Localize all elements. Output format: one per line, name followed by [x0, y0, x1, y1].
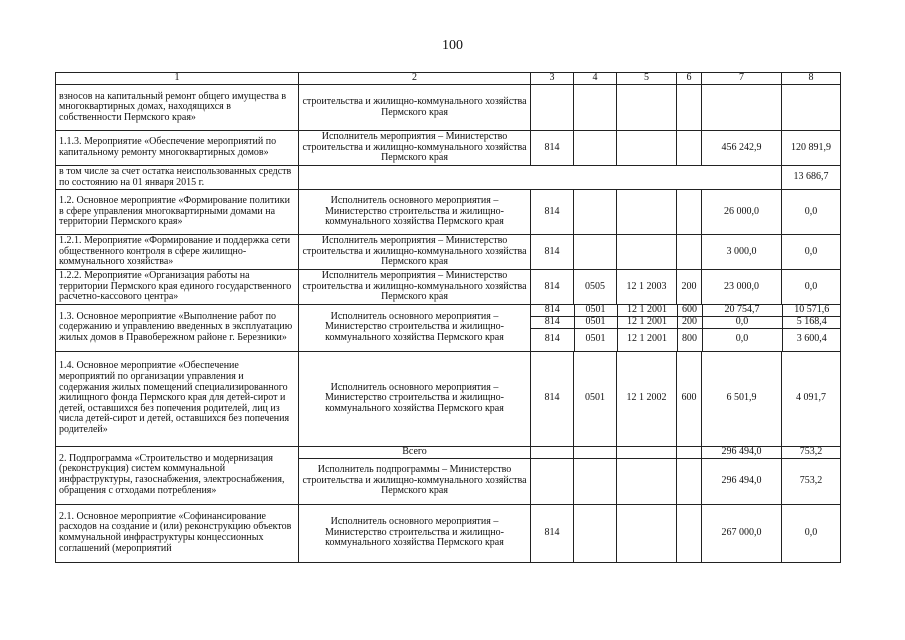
sub-row	[531, 317, 841, 329]
cell-section	[574, 504, 617, 562]
cell-admin-code: 814	[531, 504, 574, 562]
cell-target-article: 12 1 2001	[617, 329, 677, 351]
cell-amount-2016: 3 600,4	[796, 333, 827, 345]
table-header-row	[56, 73, 841, 85]
cell-amount-2016: 753,2	[782, 458, 841, 504]
cell-section: 0501	[574, 305, 617, 317]
row-description: 1.1.3. Мероприятие «Обеспечение мероприятий по капитальному ремонту многоквартирных домов»	[56, 131, 299, 166]
cell-amount-2015: 0,0	[702, 329, 782, 351]
sub-row-group	[531, 305, 841, 352]
cell-amount-2015: 0,0	[702, 317, 782, 329]
cell-expense-type	[677, 504, 702, 562]
sub-row	[531, 329, 841, 351]
cell-amount-2016: 10 571,6	[782, 305, 841, 317]
cell-expense-type: 800	[677, 329, 702, 351]
column-header: 4	[574, 73, 617, 85]
table-row	[56, 446, 841, 458]
table-row	[56, 166, 841, 190]
cell-section: 0501	[574, 329, 617, 351]
cell-admin-code: 814	[531, 235, 574, 270]
table-row	[56, 305, 841, 352]
cell-total-2015: 296 494,0	[702, 446, 782, 458]
column-header: 8	[782, 73, 841, 85]
cell-admin-code: 814	[531, 131, 574, 166]
row-description: 1.4. Основное мероприятие «Обеспечение мероприятий по организации управления и содержания жилых помещений специализированного жилищного фонда Пермского края для детей-сирот и детей, оставшихся без попечения родителей, лиц из числа детей-сирот и детей, оставшихся без попечения родителей»	[56, 351, 299, 446]
row-executor: Исполнитель основного мероприятия – Министерство строительства и жилищно-коммунального хозяйства Пермского края	[299, 305, 531, 352]
row-executor: Исполнитель мероприятия – Министерство строительства и жилищно-коммунального хозяйства Пермского края	[299, 270, 531, 305]
table-row	[56, 351, 841, 446]
cell-amount-2015: 267 000,0	[702, 504, 782, 562]
cell-expense-type: 600	[677, 305, 702, 317]
cell-admin-code: 814	[531, 317, 574, 329]
row-executor: Исполнитель мероприятия – Министерство строительства и жилищно-коммунального хозяйства Пермского края	[299, 235, 531, 270]
cell-expense-type	[677, 235, 702, 270]
cell-target-article	[617, 235, 677, 270]
cell-amount-2015: 23 000,0	[702, 270, 782, 305]
table-row	[56, 504, 841, 562]
column-header: 1	[56, 73, 299, 85]
cell-amount-2015	[702, 85, 782, 131]
table-row	[56, 270, 841, 305]
cell-target-article	[617, 131, 677, 166]
cell-target-article	[617, 504, 677, 562]
row-executor	[299, 166, 782, 190]
cell-target-article: 12 1 2002	[617, 351, 677, 446]
row-executor: Исполнитель основного мероприятия – Министерство строительства и жилищно-коммунального хозяйства Пермского края	[299, 190, 531, 235]
cell-amount-2016: 0,0	[782, 235, 841, 270]
cell-amount-2015: 296 494,0	[702, 458, 782, 504]
row-description: 2. Подпрограмма «Строительство и модернизация (реконструкция) систем коммунальной инфраструктуры, газоснабжения, электроснабжения, обращения с отходами потребления»	[56, 446, 299, 504]
cell-target-article: 12 1 2003	[617, 270, 677, 305]
cell-section: 0501	[574, 317, 617, 329]
cell-amount-2016: 4 091,7	[782, 351, 841, 446]
cell-admin-code: 814	[531, 270, 574, 305]
row-executor: Исполнитель основного мероприятия – Министерство строительства и жилищно-коммунального хозяйства Пермского края	[299, 504, 531, 562]
cell-admin-code	[531, 85, 574, 131]
cell-amount-2016: 13 686,7	[782, 166, 841, 190]
row-description: взносов на капитальный ремонт общего имущества в многоквартирных домах, находящихся в собственности Пермского края»	[56, 85, 299, 131]
column-header: 5	[617, 73, 677, 85]
cell-section	[574, 131, 617, 166]
row-description: в том числе за счет остатка неиспользованных средств по состоянию на 01 января 2015 г.	[56, 166, 299, 190]
cell-target-article	[617, 190, 677, 235]
budget-table	[55, 72, 841, 563]
cell-amount-2016: 0,0	[782, 190, 841, 235]
table-row	[56, 235, 841, 270]
cell-expense-type: 600	[677, 351, 702, 446]
cell-expense-type: 200	[677, 317, 702, 329]
column-header: 3	[531, 73, 574, 85]
column-header: 6	[677, 73, 702, 85]
table-row	[56, 190, 841, 235]
cell-amount-2015: 26 000,0	[702, 190, 782, 235]
table-row	[56, 131, 841, 166]
cell-amount-2015: 20 754,7	[702, 305, 782, 317]
cell-target-article: 12 1 2001	[617, 317, 677, 329]
cell-total-2016: 753,2	[782, 446, 841, 458]
cell-target-article	[617, 85, 677, 131]
cell-expense-type	[677, 85, 702, 131]
cell-section	[574, 190, 617, 235]
cell-amount-2016: 0,0	[782, 504, 841, 562]
row-description: 1.2.1. Мероприятие «Формирование и поддержка сети общественного контроля в сфере жилищно-коммунального хозяйства»	[56, 235, 299, 270]
column-header: 7	[702, 73, 782, 85]
cell-section	[574, 235, 617, 270]
cell-expense-type	[677, 190, 702, 235]
row-description: 2.1. Основное мероприятие «Софинансирование расходов на создание и (или) реконструкцию объектов коммунальной инфраструктуры концессионных соглашений (мероприятий	[56, 504, 299, 562]
row-total-label: Всего	[299, 446, 531, 458]
cell-amount-2016: 0,0	[782, 270, 841, 305]
cell-admin-code: 814	[531, 329, 574, 351]
row-description: 1.2. Основное мероприятие «Формирование политики в сфере управления многоквартирными домами на территории Пермского края»	[56, 190, 299, 235]
row-executor: строительства и жилищно-коммунального хозяйства Пермского края	[299, 85, 531, 131]
cell-amount-2015: 3 000,0	[702, 235, 782, 270]
column-header: 2	[299, 73, 531, 85]
cell-amount-2016	[782, 85, 841, 131]
cell-section	[574, 85, 617, 131]
row-executor: Исполнитель мероприятия – Министерство строительства и жилищно-коммунального хозяйства Пермского края	[299, 131, 531, 166]
cell-admin-code: 814	[531, 351, 574, 446]
cell-section: 0505	[574, 270, 617, 305]
cell-expense-type	[677, 131, 702, 166]
row-executor: Исполнитель основного мероприятия – Министерство строительства и жилищно-коммунального хозяйства Пермского края	[299, 351, 531, 446]
cell-admin-code: 814	[531, 305, 574, 317]
cell-expense-type: 200	[677, 270, 702, 305]
cell-amount-2016: 120 891,9	[782, 131, 841, 166]
page-number: 100	[442, 38, 463, 53]
cell-amount-2015: 6 501,9	[702, 351, 782, 446]
row-description: 1.2.2. Мероприятие «Организация работы на территории Пермского края единого государственного расчетно-кассового центра»	[56, 270, 299, 305]
cell-admin-code: 814	[531, 190, 574, 235]
cell-amount-2016: 5 168,4	[782, 317, 841, 329]
cell-amount-2015: 456 242,9	[702, 131, 782, 166]
cell-section: 0501	[574, 351, 617, 446]
table-row	[56, 85, 841, 131]
sub-row	[531, 305, 841, 317]
row-executor: Исполнитель подпрограммы – Министерство строительства и жилищно-коммунального хозяйства Пермского края	[299, 458, 531, 504]
row-description: 1.3. Основное мероприятие «Выполнение работ по содержанию и управлению введенных в эксплуатацию жилых домов в Правобережном районе г. Березники»	[56, 305, 299, 352]
cell-target-article: 12 1 2001	[617, 305, 677, 317]
